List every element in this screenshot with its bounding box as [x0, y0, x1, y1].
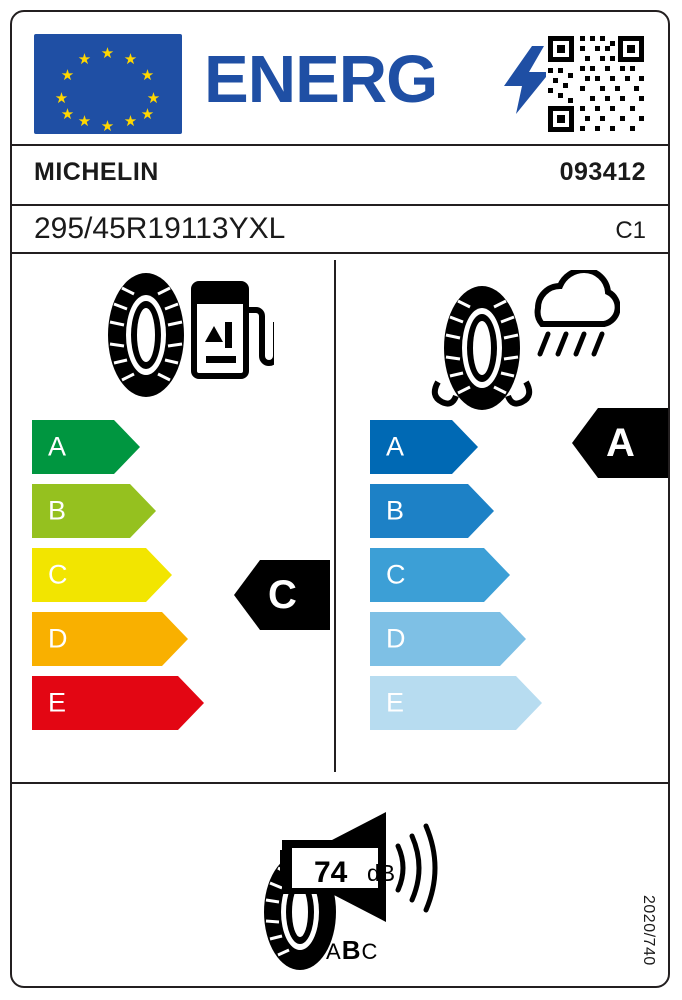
fuel-grade-row: [32, 612, 202, 666]
wet-grade-letter: C: [386, 559, 406, 590]
wet-grade-letter: B: [386, 495, 405, 526]
divider-brand: [12, 204, 668, 206]
noise-unit: dB: [367, 860, 396, 886]
tyre-class: C1: [615, 217, 646, 244]
brand-name: MICHELIN: [34, 158, 159, 186]
divider-header: [12, 144, 668, 146]
fuel-grade-letter: B: [48, 495, 67, 526]
fuel-efficiency-ladder: [32, 420, 202, 740]
noise-class-b: B: [341, 935, 362, 965]
fuel-pump-tyre-icon: [94, 270, 274, 405]
rain-cloud-tyre-icon: [420, 270, 620, 423]
label-header: [12, 12, 668, 134]
tyre-size: 295/45R19113YXL: [34, 212, 286, 245]
page-title: ENERG: [204, 42, 438, 117]
energy-label-card: [10, 10, 670, 988]
fuel-efficiency-result-badge: [234, 560, 330, 630]
fuel-grade-row: [32, 420, 202, 474]
fuel-grade-row: [32, 676, 202, 730]
eu-flag-icon: ★ ★ ★ ★ ★ ★ ★ ★ ★ ★ ★ ★: [34, 34, 182, 134]
divider-size: [12, 252, 668, 254]
wet-grade-letter: E: [386, 687, 405, 718]
fuel-grade-row: [32, 484, 202, 538]
qr-code-icon: [546, 34, 646, 134]
wet-grade-letter: A: [386, 431, 405, 462]
fuel-result-letter: C: [268, 573, 297, 617]
lightning-bolt-icon: [504, 46, 550, 114]
fuel-grade-letter: E: [48, 687, 67, 718]
wet-grade-row: [370, 420, 540, 474]
wet-grip-result-badge: [572, 408, 668, 478]
wet-result-letter: A: [606, 421, 635, 465]
wet-grade-row: [370, 548, 540, 602]
divider-noise: [12, 782, 668, 784]
noise-value: 74: [314, 856, 348, 889]
regulation-reference: 2020/740: [640, 895, 657, 966]
fuel-grade-letter: D: [48, 623, 68, 654]
wet-grade-row: [370, 612, 540, 666]
panel-divider: [334, 260, 336, 772]
noise-class-a: A: [326, 939, 342, 964]
noise-class-scale: [326, 935, 379, 965]
serial-number: 093412: [559, 158, 646, 186]
wet-grade-letter: D: [386, 623, 406, 654]
fuel-grade-letter: A: [48, 431, 67, 462]
fuel-grade-row: [32, 548, 202, 602]
noise-section: [240, 812, 440, 972]
fuel-grade-letter: C: [48, 559, 68, 590]
noise-class-c: C: [361, 939, 379, 964]
wet-grade-row: [370, 484, 540, 538]
wet-grip-ladder: [370, 420, 540, 740]
wet-grade-row: [370, 676, 540, 730]
